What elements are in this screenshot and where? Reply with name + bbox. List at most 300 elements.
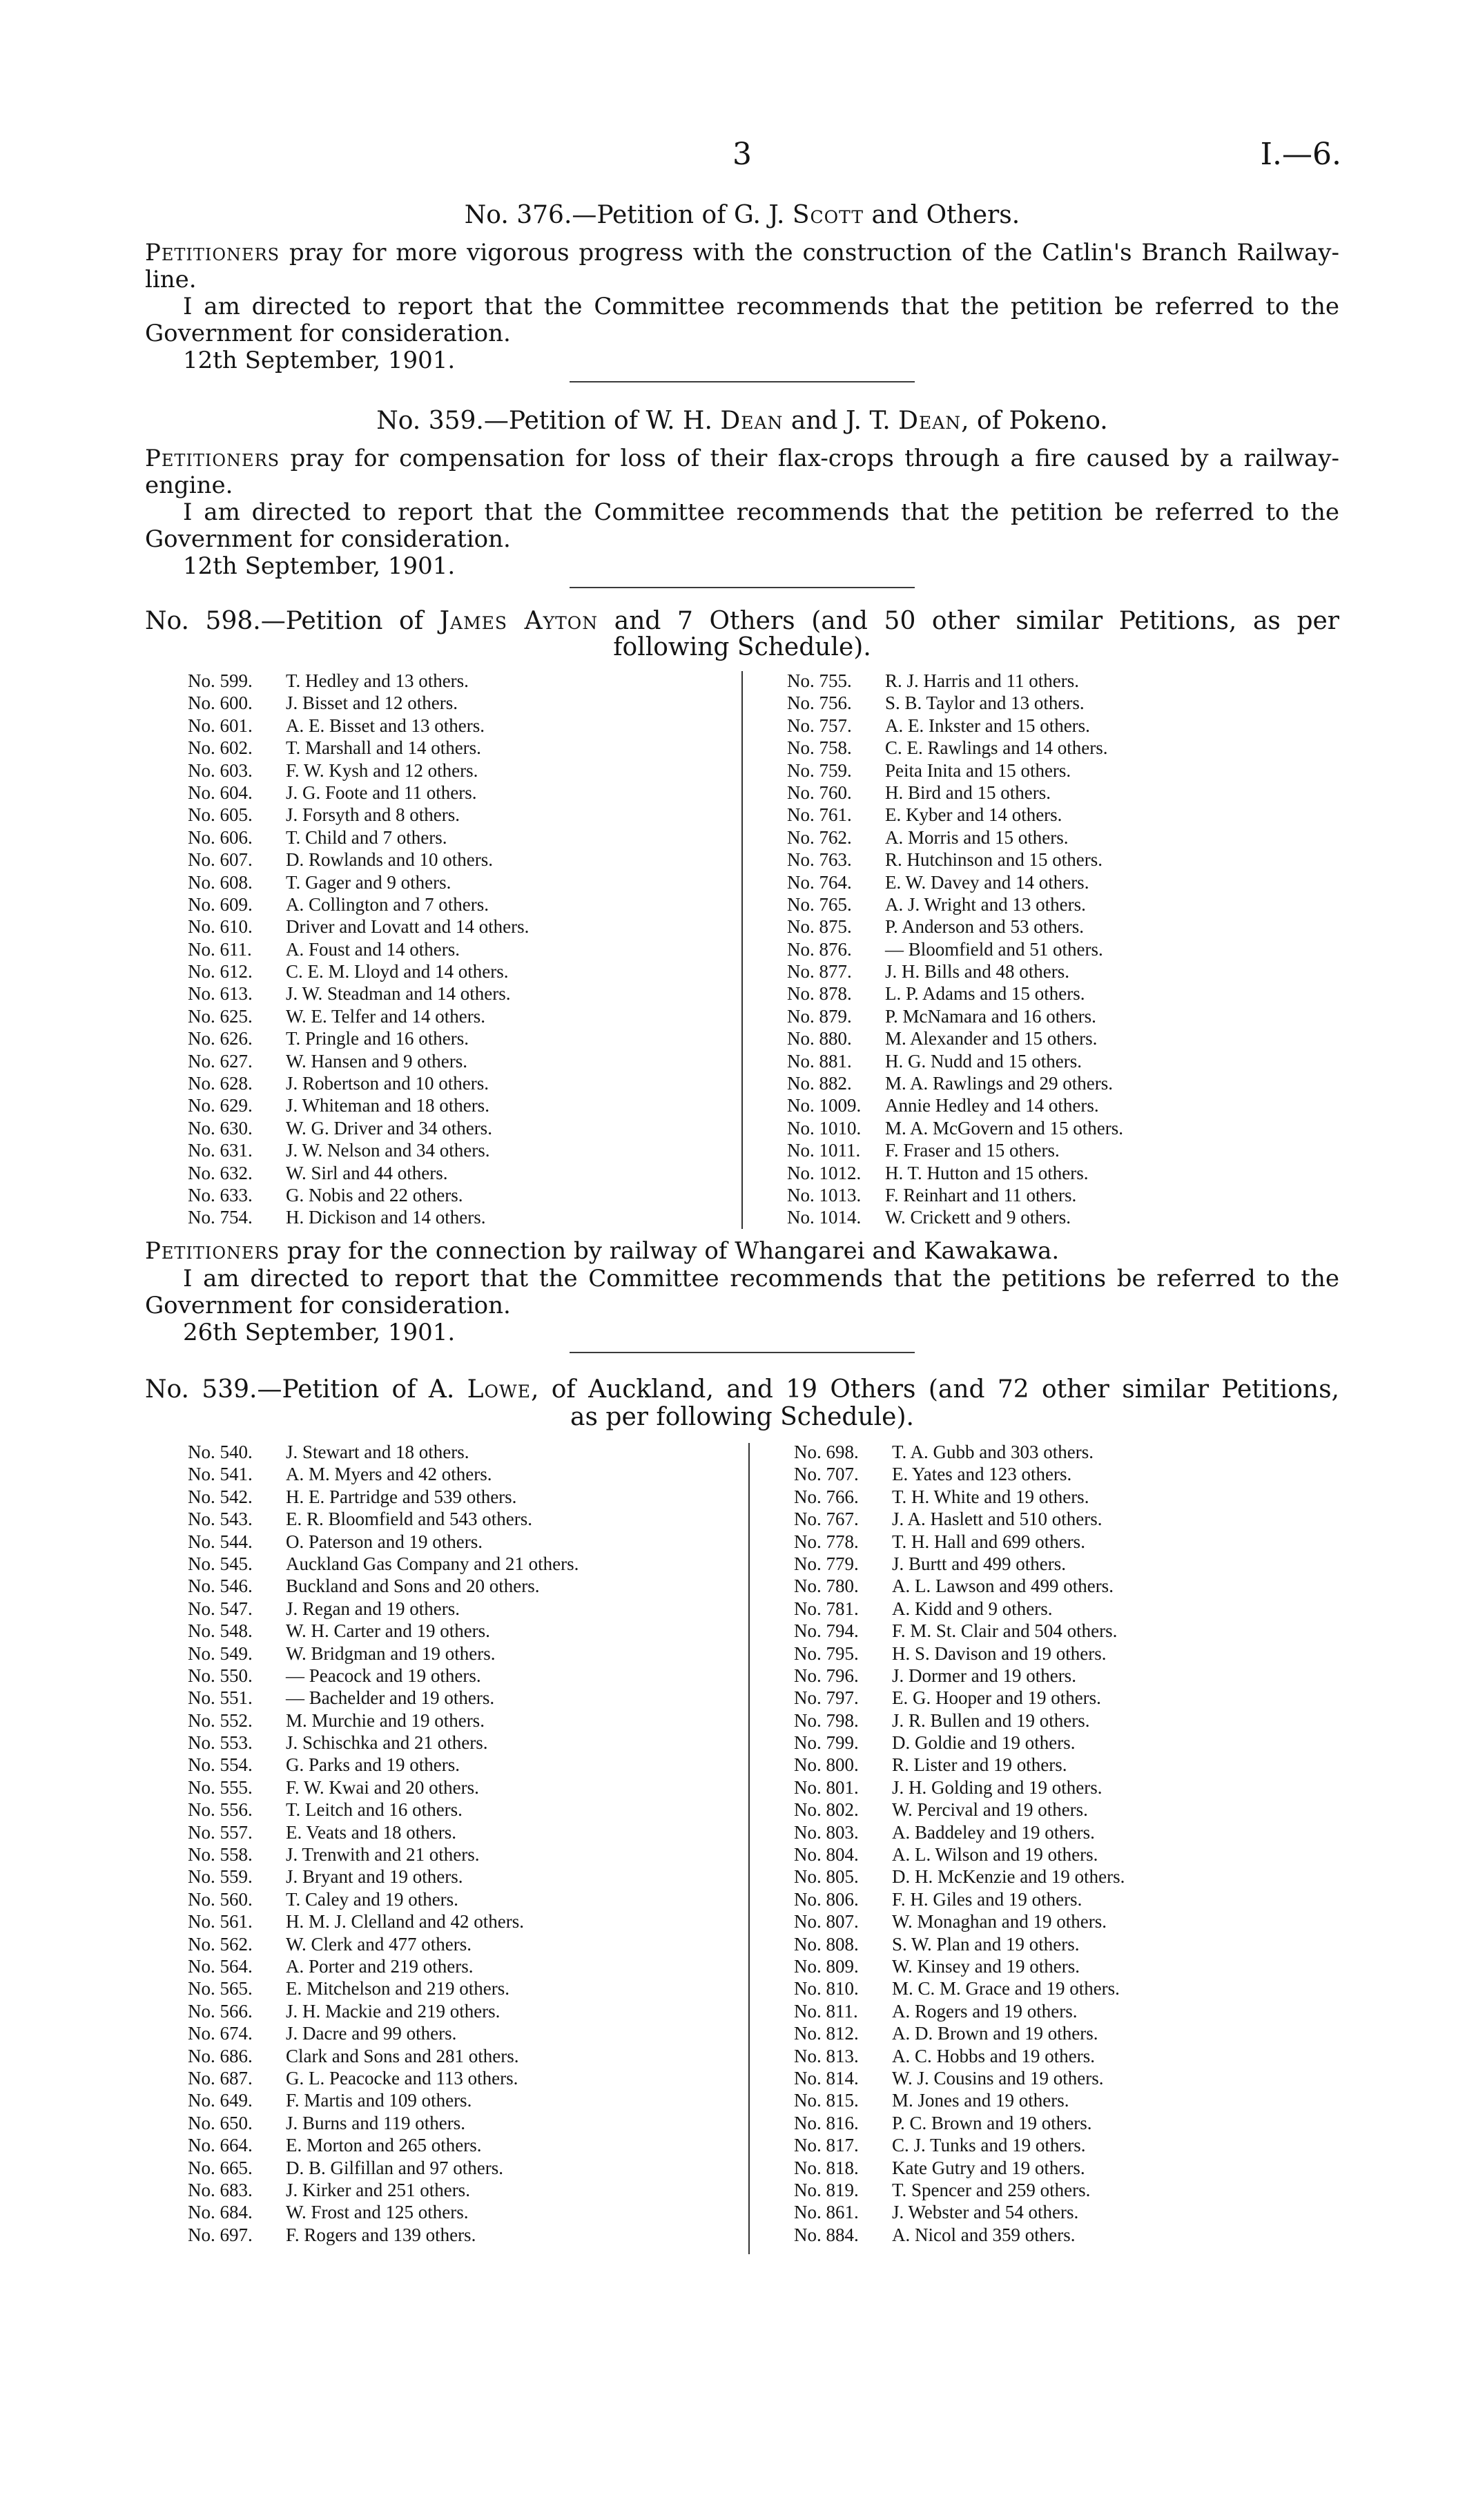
petitioner-name: A. Rogers and 19 others. bbox=[892, 2000, 1078, 2022]
petition-number: No. 698. bbox=[794, 1442, 859, 1462]
petitioner-name: W. G. Driver and 34 others. bbox=[286, 1117, 492, 1138]
petitioner-name: F. H. Giles and 19 others. bbox=[892, 1888, 1082, 1910]
schedule-entry bbox=[787, 893, 1123, 915]
petition-number: No. 560. bbox=[188, 1888, 253, 1910]
schedule-entry bbox=[794, 2157, 1125, 2179]
petition-number: No. 632. bbox=[188, 1162, 253, 1183]
petitioner-name: R. Lister and 19 others. bbox=[892, 1754, 1067, 1776]
petitioner-name: Clark and Sons and 281 others. bbox=[286, 2045, 519, 2066]
schedule-entry bbox=[188, 1598, 579, 1620]
petition-number: No. 546. bbox=[188, 1576, 253, 1597]
schedule-entry bbox=[188, 1162, 529, 1184]
schedule-entry bbox=[787, 960, 1123, 982]
petitioner-name: F. Rogers and 139 others. bbox=[286, 2224, 476, 2245]
schedule-entry bbox=[188, 670, 529, 692]
schedule-entry bbox=[188, 960, 529, 982]
petition-376-report: I am directed to report that the Committee recommends that the petition be referred to the Government for consideration. bbox=[145, 293, 1339, 347]
petition-number: No. 877. bbox=[787, 961, 852, 982]
schedule-entry bbox=[188, 1642, 579, 1665]
petitioner-name: P. Anderson and 53 others. bbox=[885, 916, 1084, 938]
schedule-entry bbox=[787, 670, 1123, 692]
petition-number: No. 674. bbox=[188, 2023, 253, 2044]
petitioner-name: D. Rowlands and 10 others. bbox=[286, 849, 493, 871]
schedule-entry bbox=[188, 1799, 579, 1821]
petitioner-name: E. Mitchelson and 219 others. bbox=[286, 1978, 509, 1999]
petition-number: No. 884. bbox=[794, 2224, 859, 2245]
schedule-entry bbox=[794, 1687, 1125, 1709]
petitioner-name: J. Kirker and 251 others. bbox=[286, 2179, 470, 2200]
petitioner-name: J. Regan and 19 others. bbox=[286, 1598, 460, 1619]
petitioner-name: J. Dacre and 99 others. bbox=[286, 2023, 457, 2044]
petition-number: No. 815. bbox=[794, 2090, 859, 2111]
petitioner-name: F. Martis and 109 others. bbox=[286, 2090, 472, 2111]
petition-number: No. 803. bbox=[794, 1821, 859, 1843]
schedule-entry bbox=[188, 1553, 579, 1575]
petition-number: No. 761. bbox=[787, 804, 852, 826]
petition-number: No. 544. bbox=[188, 1531, 253, 1552]
schedule-entry bbox=[794, 2134, 1125, 2156]
petition-number: No. 801. bbox=[794, 1776, 859, 1798]
petitioner-name: E. Yates and 123 others. bbox=[892, 1464, 1072, 1485]
petition-number: No. 630. bbox=[188, 1117, 253, 1138]
petition-359-date: 12th September, 1901. bbox=[183, 552, 456, 580]
petition-number: No. 558. bbox=[188, 1844, 253, 1865]
petitioner-name: S. B. Taylor and 13 others. bbox=[885, 692, 1085, 714]
petition-number: No. 875. bbox=[787, 916, 852, 938]
schedule-entry bbox=[188, 804, 529, 826]
petitioner-name: M. Alexander and 15 others. bbox=[885, 1028, 1098, 1049]
petition-598-prayer: Petitioners pray for the connection by railway of Whangarei and Kawakawa. bbox=[145, 1237, 1060, 1265]
petition-number: No. 754. bbox=[188, 1207, 253, 1228]
schedule-entry bbox=[188, 938, 529, 960]
schedule-entry bbox=[787, 982, 1123, 1005]
schedule-entry bbox=[188, 2000, 579, 2022]
petitioner-name: E. Kyber and 14 others. bbox=[885, 804, 1062, 826]
petitioner-name: W. E. Telfer and 14 others. bbox=[286, 1005, 486, 1027]
schedule-entry bbox=[188, 1027, 529, 1049]
schedule-entry bbox=[188, 1508, 579, 1530]
petitioner-name: W. J. Cousins and 19 others. bbox=[892, 2067, 1104, 2088]
schedule-entry bbox=[787, 782, 1123, 804]
schedule-entry bbox=[794, 1732, 1125, 1754]
petition-number: No. 767. bbox=[794, 1509, 859, 1530]
schedule-entry bbox=[188, 2179, 579, 2201]
schedule-entry bbox=[794, 2089, 1125, 2111]
schedule-entry bbox=[787, 826, 1123, 849]
petition-number: No. 683. bbox=[188, 2179, 253, 2200]
schedule-entry bbox=[188, 759, 529, 782]
petition-359-report: I am directed to report that the Committee recommends that the petition be referred to the Government for consideration. bbox=[145, 498, 1339, 553]
petitioner-name: H. Dickison and 14 others. bbox=[286, 1207, 486, 1228]
petition-number: No. 611. bbox=[188, 938, 252, 960]
petition-number: No. 631. bbox=[188, 1140, 253, 1161]
petitioner-name: A. Nicol and 359 others. bbox=[892, 2224, 1076, 2245]
petition-number: No. 817. bbox=[794, 2135, 859, 2156]
petitioner-name: J. Forsyth and 8 others. bbox=[286, 804, 460, 826]
petition-598-schedule-left bbox=[188, 670, 529, 1229]
schedule-entry bbox=[188, 2112, 579, 2134]
document-reference: I.—6. bbox=[1260, 137, 1341, 172]
petitioner-name: T. H. Hall and 699 others. bbox=[892, 1531, 1085, 1552]
petition-number: No. 764. bbox=[787, 871, 852, 893]
petitioner-name: C. J. Tunks and 19 others. bbox=[892, 2135, 1086, 2156]
petitioner-name: S. W. Plan and 19 others. bbox=[892, 1933, 1080, 1955]
petition-number: No. 549. bbox=[188, 1642, 253, 1664]
petition-539-title-line2: as per following Schedule). bbox=[570, 1403, 914, 1431]
schedule-entry bbox=[188, 1531, 579, 1553]
petition-number: No. 795. bbox=[794, 1642, 859, 1664]
petitioner-name: E. R. Bloomfield and 543 others. bbox=[286, 1509, 532, 1530]
schedule-entry bbox=[188, 1754, 579, 1776]
schedule-entry bbox=[794, 1888, 1125, 1910]
petitioner-name: W. Clerk and 477 others. bbox=[286, 1933, 472, 1955]
petitioner-name: W. Percival and 19 others. bbox=[892, 1799, 1088, 1821]
schedule-entry bbox=[188, 1184, 529, 1206]
petition-number: No. 763. bbox=[787, 849, 852, 871]
schedule-entry bbox=[794, 1463, 1125, 1485]
petition-number: No. 779. bbox=[794, 1553, 859, 1574]
petition-number: No. 556. bbox=[188, 1799, 253, 1821]
petition-number: No. 540. bbox=[188, 1442, 253, 1462]
petition-number: No. 545. bbox=[188, 1553, 253, 1574]
petition-number: No. 605. bbox=[188, 804, 253, 826]
petitioner-name: T. Child and 7 others. bbox=[286, 826, 447, 848]
petitioner-name: Driver and Lovatt and 14 others. bbox=[286, 916, 530, 938]
schedule-entry bbox=[188, 1117, 529, 1139]
petition-number: No. 805. bbox=[794, 1866, 859, 1888]
petitioner-name: A. L. Lawson and 499 others. bbox=[892, 1576, 1114, 1597]
petitioner-name: T. Caley and 19 others. bbox=[286, 1888, 458, 1910]
petitioner-name: M. A. McGovern and 15 others. bbox=[885, 1117, 1123, 1138]
petition-number: No. 628. bbox=[188, 1073, 253, 1094]
petition-number: No. 766. bbox=[794, 1486, 859, 1507]
schedule-entry bbox=[794, 1486, 1125, 1508]
petition-number: No. 633. bbox=[188, 1184, 253, 1205]
petition-number: No. 543. bbox=[188, 1509, 253, 1530]
petition-number: No. 613. bbox=[188, 983, 253, 1005]
petition-number: No. 804. bbox=[794, 1844, 859, 1865]
petitioner-name: T. Leitch and 16 others. bbox=[286, 1799, 463, 1821]
petition-number: No. 781. bbox=[794, 1598, 859, 1619]
schedule-entry bbox=[794, 2224, 1125, 2246]
schedule-entry bbox=[188, 2045, 579, 2067]
petitioner-name: H. Bird and 15 others. bbox=[885, 782, 1051, 803]
petitioner-name: E. Veats and 18 others. bbox=[286, 1821, 456, 1843]
petitioner-name: F. W. Kysh and 12 others. bbox=[286, 759, 478, 781]
petitioner-name: G. Nobis and 22 others. bbox=[286, 1184, 463, 1205]
schedule-entry bbox=[188, 1687, 579, 1709]
petition-number: No. 687. bbox=[188, 2067, 253, 2088]
petition-number: No. 551. bbox=[188, 1687, 253, 1709]
petitioner-name: F. Fraser and 15 others. bbox=[885, 1140, 1060, 1161]
petition-number: No. 756. bbox=[787, 692, 852, 714]
petition-number: No. 1013. bbox=[787, 1184, 862, 1205]
schedule-entry bbox=[794, 1799, 1125, 1821]
petitioner-name: A. Morris and 15 others. bbox=[885, 826, 1069, 848]
schedule-entry bbox=[787, 715, 1123, 737]
schedule-entry bbox=[188, 1955, 579, 1977]
petitioner-name: J. A. Haslett and 510 others. bbox=[892, 1509, 1103, 1530]
petitioner-name: Buckland and Sons and 20 others. bbox=[286, 1576, 540, 1597]
petition-number: No. 603. bbox=[188, 759, 253, 781]
schedule-entry bbox=[787, 692, 1123, 714]
schedule-entry bbox=[188, 1821, 579, 1843]
petition-number: No. 542. bbox=[188, 1486, 253, 1507]
petitioner-name: Kate Gutry and 19 others. bbox=[892, 2157, 1085, 2178]
schedule-entry bbox=[794, 1709, 1125, 1732]
schedule-entry bbox=[188, 1050, 529, 1072]
schedule-entry bbox=[188, 915, 529, 938]
petition-number: No. 550. bbox=[188, 1665, 253, 1686]
schedule-entry bbox=[794, 1843, 1125, 1865]
petition-number: No. 559. bbox=[188, 1866, 253, 1888]
schedule-entry bbox=[188, 982, 529, 1005]
petitioner-name: T. Spencer and 259 others. bbox=[892, 2179, 1091, 2200]
petitioner-name: J. Trenwith and 21 others. bbox=[286, 1844, 480, 1865]
petition-number: No. 649. bbox=[188, 2090, 253, 2111]
schedule-entry bbox=[787, 1027, 1123, 1049]
petitioner-name: A. D. Brown and 19 others. bbox=[892, 2023, 1098, 2044]
schedule-entry bbox=[787, 938, 1123, 960]
petitioner-name: W. Crickett and 9 others. bbox=[885, 1207, 1071, 1228]
petitioner-name: A. E. Inkster and 15 others. bbox=[885, 715, 1090, 736]
petition-number: No. 799. bbox=[794, 1732, 859, 1754]
petition-number: No. 878. bbox=[787, 983, 852, 1005]
schedule-entry bbox=[794, 1977, 1125, 1999]
petitioner-name: A. M. Myers and 42 others. bbox=[286, 1464, 492, 1485]
petition-number: No. 1012. bbox=[787, 1162, 862, 1183]
petition-number: No. 564. bbox=[188, 1955, 253, 1977]
schedule-entry bbox=[188, 2157, 579, 2179]
petitioner-name: J. Burns and 119 others. bbox=[286, 2112, 465, 2133]
petition-number: No. 794. bbox=[794, 1620, 859, 1642]
schedule-entry bbox=[794, 1553, 1125, 1575]
petitioner-name: R. Hutchinson and 15 others. bbox=[885, 849, 1103, 871]
petitioner-name: J. G. Foote and 11 others. bbox=[286, 782, 477, 803]
petitioner-name: W. Monaghan and 19 others. bbox=[892, 1911, 1107, 1932]
petition-number: No. 562. bbox=[188, 1933, 253, 1955]
petitioner-name: H. M. J. Clelland and 42 others. bbox=[286, 1911, 524, 1932]
petition-number: No. 802. bbox=[794, 1799, 859, 1821]
schedule-entry bbox=[188, 2022, 579, 2044]
petitioner-name: D. Goldie and 19 others. bbox=[892, 1732, 1076, 1754]
page-number: 3 bbox=[732, 137, 752, 172]
petition-598-report: I am directed to report that the Committee recommends that the petitions be referred to the Government for consideration. bbox=[145, 1265, 1339, 1319]
petition-number: No. 880. bbox=[787, 1028, 852, 1049]
petitioner-name: D. H. McKenzie and 19 others. bbox=[892, 1866, 1125, 1888]
petition-number: No. 684. bbox=[188, 2202, 253, 2223]
petitioner-name: E. Morton and 265 others. bbox=[286, 2135, 482, 2156]
column-divider bbox=[741, 671, 743, 1229]
schedule-entry bbox=[787, 1050, 1123, 1072]
petitioner-name: H. S. Davison and 19 others. bbox=[892, 1642, 1107, 1664]
petition-539-schedule-left bbox=[188, 1441, 579, 2246]
petitioner-name: J. Bisset and 12 others. bbox=[286, 692, 458, 714]
schedule-entry bbox=[188, 1005, 529, 1027]
petition-number: No. 755. bbox=[787, 670, 852, 691]
schedule-entry bbox=[188, 1575, 579, 1597]
schedule-entry bbox=[794, 1910, 1125, 1932]
petition-359-prayer: Petitioners pray for compensation for loss of their flax-crops through a fire caused by a railway-engine. bbox=[145, 445, 1339, 499]
schedule-entry bbox=[794, 1575, 1125, 1597]
petitioner-name: T. Marshall and 14 others. bbox=[286, 737, 481, 759]
petition-number: No. 599. bbox=[188, 670, 253, 691]
schedule-entry bbox=[188, 1910, 579, 1932]
petition-598-title-line2: following Schedule). bbox=[613, 633, 871, 661]
schedule-entry bbox=[188, 849, 529, 871]
petition-number: No. 819. bbox=[794, 2179, 859, 2200]
schedule-entry bbox=[787, 804, 1123, 826]
petition-number: No. 707. bbox=[794, 1464, 859, 1485]
schedule-entry bbox=[188, 1843, 579, 1865]
petition-number: No. 813. bbox=[794, 2045, 859, 2066]
schedule-entry bbox=[188, 2067, 579, 2089]
petition-number: No. 808. bbox=[794, 1933, 859, 1955]
petitioner-name: A. C. Hobbs and 19 others. bbox=[892, 2045, 1095, 2066]
petition-number: No. 1010. bbox=[787, 1117, 862, 1138]
petitioner-name: C. E. M. Lloyd and 14 others. bbox=[286, 961, 509, 982]
schedule-entry bbox=[188, 1620, 579, 1642]
petition-number: No. 814. bbox=[794, 2067, 859, 2088]
schedule-entry bbox=[188, 1206, 529, 1228]
petition-number: No. 602. bbox=[188, 737, 253, 759]
petitioner-name: J. R. Bullen and 19 others. bbox=[892, 1709, 1090, 1731]
petitioner-name: F. W. Kwai and 20 others. bbox=[286, 1776, 479, 1798]
schedule-entry bbox=[794, 2045, 1125, 2067]
petition-number: No. 812. bbox=[794, 2023, 859, 2044]
schedule-entry bbox=[188, 2134, 579, 2156]
petition-number: No. 797. bbox=[794, 1687, 859, 1709]
petitioner-name: T. Pringle and 16 others. bbox=[286, 1028, 469, 1049]
schedule-entry bbox=[188, 1094, 529, 1116]
petition-number: No. 607. bbox=[188, 849, 253, 871]
petition-number: No. 882. bbox=[787, 1073, 852, 1094]
schedule-entry bbox=[188, 715, 529, 737]
petitioner-name: W. H. Carter and 19 others. bbox=[286, 1620, 490, 1642]
petitioner-name: — Peacock and 19 others. bbox=[286, 1665, 481, 1686]
petition-number: No. 665. bbox=[188, 2157, 253, 2178]
petitioner-name: J. H. Mackie and 219 others. bbox=[286, 2000, 501, 2022]
petition-number: No. 629. bbox=[188, 1095, 253, 1116]
petitioner-name: M. Murchie and 19 others. bbox=[286, 1709, 485, 1731]
petitioner-name: R. J. Harris and 11 others. bbox=[885, 670, 1079, 691]
petitioner-name: F. M. St. Clair and 504 others. bbox=[892, 1620, 1118, 1642]
petitioner-name: J. Bryant and 19 others. bbox=[286, 1866, 463, 1888]
schedule-entry bbox=[188, 2089, 579, 2111]
petitioner-name: M. C. M. Grace and 19 others. bbox=[892, 1978, 1120, 1999]
petitioner-name: A. Collington and 7 others. bbox=[286, 893, 489, 915]
schedule-entry bbox=[188, 1072, 529, 1094]
petitioner-name: G. Parks and 19 others. bbox=[286, 1754, 460, 1776]
schedule-entry bbox=[188, 692, 529, 714]
petitioner-name: F. Reinhart and 11 others. bbox=[885, 1184, 1077, 1205]
schedule-entry bbox=[794, 1531, 1125, 1553]
schedule-entry bbox=[188, 1486, 579, 1508]
petition-number: No. 561. bbox=[188, 1911, 253, 1932]
petitioner-name: J. Webster and 54 others. bbox=[892, 2202, 1079, 2223]
petition-number: No. 664. bbox=[188, 2135, 253, 2156]
petition-number: No. 625. bbox=[188, 1005, 253, 1027]
petition-number: No. 810. bbox=[794, 1978, 859, 1999]
petition-number: No. 612. bbox=[188, 961, 253, 982]
petition-number: No. 796. bbox=[794, 1665, 859, 1686]
petition-number: No. 807. bbox=[794, 1911, 859, 1932]
petition-number: No. 650. bbox=[188, 2112, 253, 2133]
petitioner-name: W. Frost and 125 others. bbox=[286, 2202, 469, 2223]
schedule-entry bbox=[794, 1865, 1125, 1888]
petition-number: No. 816. bbox=[794, 2112, 859, 2133]
petition-number: No. 686. bbox=[188, 2045, 253, 2066]
petition-number: No. 552. bbox=[188, 1709, 253, 1731]
petition-number: No. 600. bbox=[188, 692, 253, 714]
petition-number: No. 876. bbox=[787, 938, 852, 960]
petition-number: No. 758. bbox=[787, 737, 852, 759]
petitioner-name: W. Kinsey and 19 others. bbox=[892, 1955, 1080, 1977]
petition-number: No. 548. bbox=[188, 1620, 253, 1642]
schedule-entry bbox=[794, 2067, 1125, 2089]
section-divider bbox=[570, 381, 915, 382]
schedule-entry bbox=[787, 1162, 1123, 1184]
petition-number: No. 809. bbox=[794, 1955, 859, 1977]
petition-number: No. 608. bbox=[188, 871, 253, 893]
petition-376-prayer: Petitioners pray for more vigorous progress with the construction of the Catlin's Branch Railway-line. bbox=[145, 239, 1339, 293]
schedule-entry bbox=[794, 1441, 1125, 1463]
petitioner-name: T. Hedley and 13 others. bbox=[286, 670, 469, 691]
schedule-entry bbox=[794, 1754, 1125, 1776]
petition-number: No. 818. bbox=[794, 2157, 859, 2178]
petitioner-name: Annie Hedley and 14 others. bbox=[885, 1095, 1099, 1116]
petitioner-name: J. W. Steadman and 14 others. bbox=[286, 983, 511, 1005]
schedule-entry bbox=[188, 1665, 579, 1687]
petitioner-name: J. Schischka and 21 others. bbox=[286, 1732, 488, 1754]
petition-number: No. 811. bbox=[794, 2000, 858, 2022]
petition-number: No. 554. bbox=[188, 1754, 253, 1776]
petition-number: No. 800. bbox=[794, 1754, 859, 1776]
petitioner-name: D. B. Gilfillan and 97 others. bbox=[286, 2157, 503, 2178]
petition-376-title: No. 376.—Petition of G. J. Scott and Others. bbox=[464, 201, 1020, 229]
schedule-entry bbox=[794, 2179, 1125, 2201]
schedule-entry bbox=[794, 1598, 1125, 1620]
petition-number: No. 610. bbox=[188, 916, 253, 938]
schedule-entry bbox=[787, 1005, 1123, 1027]
petitioner-name: Auckland Gas Company and 21 others. bbox=[286, 1553, 579, 1574]
petition-number: No. 697. bbox=[188, 2224, 253, 2245]
petitioner-name: J. W. Nelson and 34 others. bbox=[286, 1140, 490, 1161]
petition-number: No. 806. bbox=[794, 1888, 859, 1910]
petition-number: No. 627. bbox=[188, 1050, 253, 1072]
petition-number: No. 553. bbox=[188, 1732, 253, 1754]
petition-number: No. 626. bbox=[188, 1028, 253, 1049]
schedule-entry bbox=[794, 2022, 1125, 2044]
petition-number: No. 762. bbox=[787, 826, 852, 848]
petitioner-name: J. H. Bills and 48 others. bbox=[885, 961, 1069, 982]
petitioner-name: T. A. Gubb and 303 others. bbox=[892, 1442, 1094, 1462]
petitioner-name: E. G. Hooper and 19 others. bbox=[892, 1687, 1101, 1709]
petition-number: No. 606. bbox=[188, 826, 253, 848]
schedule-entry bbox=[787, 849, 1123, 871]
petitioner-name: H. E. Partridge and 539 others. bbox=[286, 1486, 517, 1507]
column-divider bbox=[748, 1443, 750, 2254]
petition-number: No. 1011. bbox=[787, 1140, 861, 1161]
petition-number: No. 861. bbox=[794, 2202, 859, 2223]
petition-number: No. 759. bbox=[787, 759, 852, 781]
petition-376-date: 12th September, 1901. bbox=[183, 347, 456, 374]
schedule-entry bbox=[188, 782, 529, 804]
petitioner-name: A. E. Bisset and 13 others. bbox=[286, 715, 485, 736]
petitioner-name: A. Porter and 219 others. bbox=[286, 1955, 474, 1977]
schedule-entry bbox=[787, 1206, 1123, 1228]
schedule-entry bbox=[787, 915, 1123, 938]
